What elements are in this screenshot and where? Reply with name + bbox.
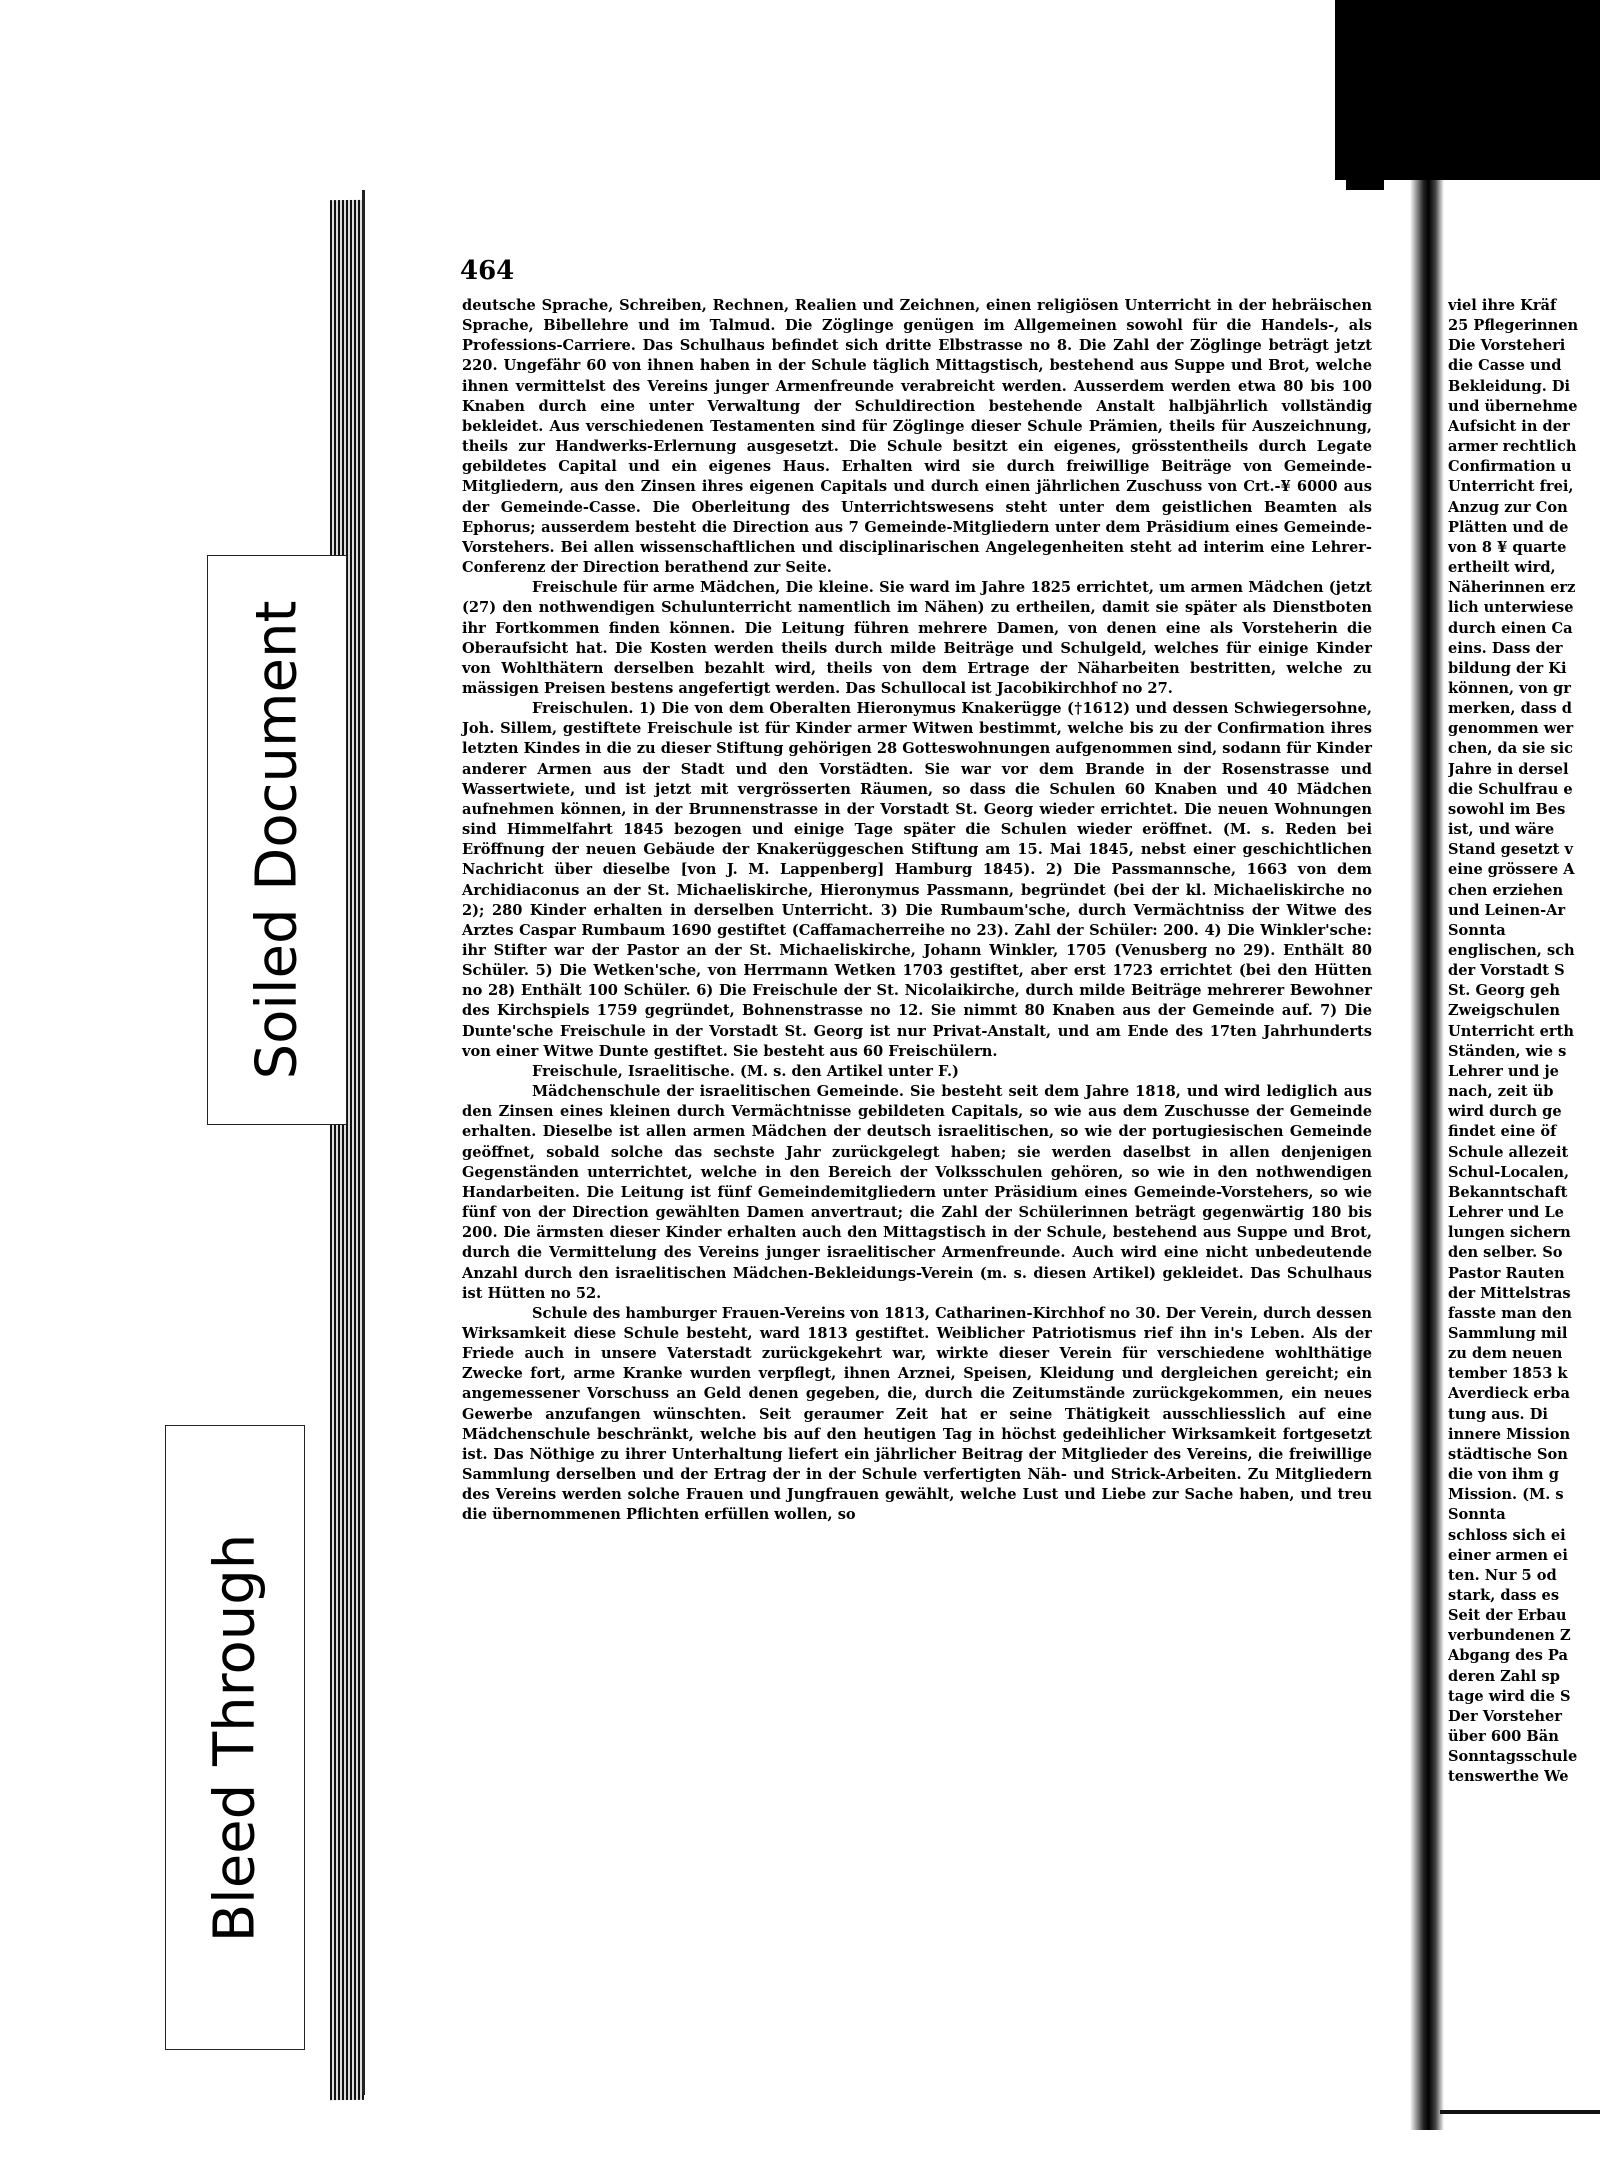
right-column-line: Abgang des Pa <box>1448 1647 1568 1665</box>
page-number: 464 <box>460 256 515 286</box>
soiled-document-label-text: Soiled Document <box>244 600 310 1080</box>
right-column-line: zu dem neuen <box>1448 1345 1563 1363</box>
right-column-line: viel ihre Kräf <box>1448 297 1557 314</box>
right-column-line: Confirmation u <box>1448 458 1572 476</box>
right-column-line: englischen, sch <box>1448 942 1575 959</box>
bleed-through-label-text: Bleed Through <box>202 1533 268 1942</box>
right-column-line: nach, zeit üb <box>1448 1083 1554 1101</box>
right-column-line: tenswerthe We <box>1448 1768 1569 1786</box>
right-column-line: ist, und wäre <box>1448 821 1555 839</box>
right-column-line: die Schulfrau e <box>1448 780 1573 798</box>
right-column-line: tage wird die S <box>1448 1687 1571 1705</box>
right-column-line: von 8 ¥ quarte <box>1448 538 1567 556</box>
right-page-edge <box>1440 2110 1600 2114</box>
paragraph-frauen-verein: Schule des hamburger Frauen-Vereins von 1813, Catharinen-Kirchhof no 30. Der Verein, durch dessen Wirksamkeit diese Schule besteht, ward 1813 gestiftet. Weiblicher Patriotismus rief ihn in's Leben. Als der Friede auch in unsere Vaterstadt zurückgekehrt war, wirkte dieser Verein für verschiedene wohlthätige Zwecke fort, arme Kranke wurden verpflegt, ihnen Arznei, Speisen, Kleidung und dergleichen gereicht; ein angemessener Vorschuss an Geld denen gegeben, die, durch die Zeitumstände zurückgekommen, ein neues Gewerbe anzufangen wünschten. Seit geraumer Zeit hat er seine Thätigkeit ausschliesslich auf eine Mädchenschule beschränkt, welche bis auf den heutigen Tag in höchst gedeihlicher Wirksamkeit fortgesetzt ist. Das Nöthige zu ihrer Unterhaltung liefert ein jährlicher Beitrag der Mitglieder des Vereins, die freiwillige Sammlung derselben und der Ertrag der in der Schule verfertigten Näh- und Strick-Arbeiten. Zu Mitgliedern des Vereins werden solche Frauen und Jungfrauen gewählt, welche Lust und Liebe zur Sache haben, und treu die übernommenen Pflichten erfüllen wollen, so <box>462 1304 1372 1524</box>
right-column-line: können, von gr <box>1448 679 1571 697</box>
right-column-line: Unterricht frei, <box>1448 478 1574 496</box>
right-column-line: Jahre in dersel <box>1448 760 1569 778</box>
right-column-line: Mission. (M. s <box>1448 1486 1564 1504</box>
right-column-line: Bekleidung. Di <box>1448 377 1571 395</box>
right-column-line: chen, da sie sic <box>1448 740 1574 758</box>
right-column-line: und Leinen-Ar <box>1448 901 1566 919</box>
right-column-line: städtische Son <box>1448 1445 1568 1463</box>
main-text-column <box>462 296 1372 1526</box>
right-column-line: Sonntagsschule <box>1448 1748 1578 1766</box>
right-column-line: deren Zahl sp <box>1448 1667 1560 1685</box>
right-column-line: chen erziehen <box>1448 881 1564 899</box>
right-column-line: schloss sich ei <box>1448 1526 1566 1544</box>
paragraph-maedchenschule: Mädchenschule der israelitischen Gemeinde. Sie besteht seit dem Jahre 1818, und wird lediglich aus den Zinsen eines kleinen durch Vermächtnisse gebildeten Capitals, so wie aus dem Zuschusse der Gemeinde erhalten. Dieselbe ist allen armen Mädchen der deutsch israelitischen, so wie der portugiesischen Gemeinde geöffnet, sobald solche das sechste Jahr zurückgelegt haben; sie werden daselbst in allen denjenigen Gegenständen unterrichtet, welche in den Bereich der Volksschulen gehören, so wie in den nothwendigen Handarbeiten. Die Leitung ist fünf Gemeindemitgliedern unter Präsidium eines Gemeinde-Vorstehers, so wie fünf von der Direction gewählten Damen anvertraut; die Zahl der Schülerinnen beträgt gegenwärtig 180 bis 200. Die ärmsten dieser Kinder erhalten auch den Mittagstisch in der Schule, bestehend aus Suppe und Brot, durch die Vermittelung des Vereins junger israelitischer Armenfreunde. Auch wird eine nicht unbedeutende Anzahl durch den israelitischen Mädchen-Bekleidungs-Verein (m. s. diesen Artikel) gekleidet. Das Schulhaus ist Hütten no 52. <box>462 1083 1372 1302</box>
right-column-line: und übernehme <box>1448 397 1578 415</box>
right-column-line: stark, dass es <box>1448 1587 1560 1604</box>
right-column-line: den selber. So <box>1448 1244 1563 1262</box>
right-column-line: Plätten und de <box>1448 518 1569 536</box>
right-column-line: durch einen Ca <box>1448 619 1573 637</box>
right-column-line: Ständen, wie s <box>1448 1042 1567 1060</box>
right-column-line: innere Mission <box>1448 1425 1571 1443</box>
right-column-line: Unterricht erth <box>1448 1022 1574 1040</box>
right-column-line: Die Vorsteheri <box>1448 337 1566 355</box>
right-column-line: wird durch ge <box>1448 1103 1562 1121</box>
right-column-line: die von ihm g <box>1448 1466 1559 1484</box>
paragraph-freischulen: Freischulen. 1) Die von dem Oberalten Hieronymus Knakerügge (†1612) und dessen Schwiegersohne, Joh. Sillem, gestiftete Freischule ist für Kinder armer Witwen bestimmt, welche bis zu der Confirmation ihres letzten Kindes in die zu dieser Stiftung gehörigen 28 Gotteswohnungen aufgenommen sind, sodann für Kinder anderer Armen aus der Stadt und den Vorstädten. Sie war vor dem Brande in der Rosenstrasse und Wassertwiete, und ist jetzt mit vergrösserten Räumen, so dass die Schulen 60 Knaben und 40 Mädchen aufnehmen können, in der Brunnenstrasse in der Vorstadt St. Georg wieder errichtet. Die neuen Wohnungen sind Himmelfahrt 1845 bezogen und einige Tage später die Schulen wieder eröffnet. (M. s. Reden bei Eröffnung der neuen Gebäude der Knakerüggeschen Stiftung am 15. Mai 1845, nebst einer geschichtlichen Nachricht über dieselbe [von J. M. Lappenberg] Hamburg 1845). 2) Die Passmannsche, 1663 von dem Archidiaconus an der St. Michaeliskirche, Hieronymus Passmann, begründet (bei der kl. Michaeliskirche no 2); 280 Kinder erhalten in derselben Unterricht. 3) Die Rumbaum'sche, durch Vermächtniss der Witwe des Arztes Caspar Rumbaum 1690 gestiftet (Caffamacherreihe no 23). Zahl der Schüler: 200. 4) Die Winkler'sche: ihr Stifter war der Pastor an der St. Michaeliskirche, Johann Winkler, 1705 (Venusberg no 29). Enthält 80 Schüler. 5) Die Wetken'sche, von Herrmann Wetken 1703 gestiftet, aber erst 1723 errichtet (bei den Hütten no 28) Enthält 100 Schüler. 6) Die Freischule der St. Nicolaikirche, durch milde Beiträge mehrerer Bewohner des Kirchspiels 1759 gegründet, Bohnenstrasse no 12. Sie nimmt 80 Knaben aus der Gemeinde auf. 7) Die Dunte'sche Freischule in der Vorstadt St. Georg ist nur Privat-Anstalt, und am Ende des 17ten Jahrhunderts von einer Witwe Dunte gestiftet. Sie besteht aus 60 Freischülern. <box>462 700 1372 1060</box>
right-column-line: der Vorstadt S <box>1448 962 1565 980</box>
right-column-line: Stand gesetzt v <box>1448 841 1573 859</box>
right-column-line: Näherinnen erz <box>1448 579 1576 597</box>
right-column-line: sowohl im Bes <box>1448 800 1566 818</box>
right-column-line: Lehrer und je <box>1448 1062 1559 1080</box>
paragraph-freischule-israelitische: Freischule, Israelitische. (M. s. den Artikel unter F.) <box>532 1062 959 1080</box>
right-page-text-column <box>1448 296 1600 1788</box>
right-column-line: Sonnta <box>1448 1506 1506 1524</box>
right-column-line: Lehrer und Le <box>1448 1204 1564 1222</box>
right-column-line: armer rechtlich <box>1448 438 1577 456</box>
right-column-line: St. Georg geh <box>1448 982 1560 1000</box>
right-column-line: tung aus. Di <box>1448 1405 1548 1423</box>
paragraph-continuation: deutsche Sprache, Schreiben, Rechnen, Realien und Zeichnen, einen religiösen Unterricht in der hebräischen Sprache, Bibellehre und im Talmud. Die Zöglinge genügen im Allgemeinen sowohl für die Handels-, als Professions-Carriere. Das Schulhaus befindet sich dritte Elbstrasse no 8. Die Zahl der Zöglinge beträgt jetzt 220. Ungefähr 60 von ihnen haben in der Schule täglich Mittagstisch, bestehend aus Suppe und Brot, welche ihnen vermittelst des Vereins junger Armenfreunde verabreicht werden. Ausserdem werden etwa 80 bis 100 Knaben durch eine unter Verwaltung der Schuldirection bestehende Anstalt halbjährlich vollständig bekleidet. Aus verschiedenen Testamenten sind für Zöglinge dieser Schule Prämien, theils für Auszeichnung, theils zur Handwerks-Erlernung ausgesetzt. Die Schule besitzt ein eigenes, grösstentheils durch Legate gebildetes Capital und ein eigenes Haus. Erhalten wird sie durch freiwillige Beiträge von Gemeinde-Mitgliedern, aus den Zinsen ihres eigenen Capitals und durch einen jährlichen Zuschuss von Crt.-¥ 6000 aus der Gemeinde-Casse. Die Oberleitung des Unterrichtswesens steht unter dem geistlichen Beamten als Ephorus; ausserdem besteht die Direction aus 7 Gemeinde-Mitgliedern unter dem Präsidium eines Gemeinde-Vorstehers. Bei allen wissenschaftlichen und disciplinarischen Angelegenheiten steht ad interim eine Lehrer-Conferenz der Direction berathend zur Seite. <box>462 297 1372 577</box>
right-column-line: bildung der Ki <box>1448 659 1567 677</box>
right-column-line: über 600 Bän <box>1448 1728 1559 1746</box>
right-column-line: Averdieck erba <box>1448 1385 1570 1403</box>
right-column-line: merken, dass d <box>1448 700 1572 718</box>
right-column-line: einer armen ei <box>1448 1546 1568 1564</box>
right-column-line: fasste man den <box>1448 1304 1572 1322</box>
right-column-line: lungen sichern <box>1448 1224 1571 1242</box>
right-column-line: Anzug zur Con <box>1448 498 1568 516</box>
paragraph-freischule-maedchen: Freischule für arme Mädchen, Die kleine. Sie ward im Jahre 1825 errichtet, um armen Mädchen (jetzt (27) den nothwendigen Schulunterricht namentlich im Nähen) zu ertheilen, damit sie später als Dienstboten ihr Fortkommen finden können. Die Leitung führen mehrere Damen, von denen eine als Vorsteherin die Oberaufsicht hat. Die Kosten werden theils durch milde Beiträge und Schulgeld, welches für einige Kinder von Wohlthätern derselben bezahlt wird, theils von dem Ertrage der Näharbeiten bestritten, welche zu mässigen Preisen bestens angefertigt werden. Das Schullocal ist Jacobikirchhof no 27. <box>462 579 1372 697</box>
right-column-line: genommen wer <box>1448 720 1574 738</box>
right-column-line: tember 1853 k <box>1448 1365 1568 1383</box>
right-column-line: der Mittelstras <box>1448 1284 1571 1302</box>
right-column-line: Seit der Erbau <box>1448 1607 1567 1625</box>
right-column-line: Schule allezeit <box>1448 1143 1569 1161</box>
right-column-line: Sonnta <box>1448 921 1506 939</box>
soiled-document-label <box>207 555 347 1125</box>
right-column-line: lich unterwiese <box>1448 599 1574 617</box>
right-column-line: Zweigschulen <box>1448 1002 1561 1020</box>
right-column-line: Pastor Rauten <box>1448 1264 1565 1282</box>
right-column-line: eins. Dass der <box>1448 639 1563 657</box>
book-page-edges <box>330 200 364 2100</box>
book-gutter <box>1410 180 1444 2130</box>
right-column-line: Sammlung mil <box>1448 1324 1568 1342</box>
right-column-line: verbundenen Z <box>1448 1627 1571 1645</box>
right-column-line: Schul-Localen, <box>1448 1163 1570 1181</box>
right-column-line: Der Vorsteher <box>1448 1707 1562 1725</box>
right-column-line: 25 Pflegerinnen <box>1448 317 1579 335</box>
right-column-line: die Casse und <box>1448 357 1562 375</box>
right-column-line: ten. Nur 5 od <box>1448 1566 1557 1584</box>
right-column-line: Bekanntschaft <box>1448 1183 1568 1201</box>
right-column-line: eine grössere A <box>1448 861 1575 879</box>
bleed-through-label <box>165 1425 305 2050</box>
right-column-line: findet eine öf <box>1448 1123 1557 1141</box>
right-column-line: Aufsicht in der <box>1448 417 1570 435</box>
right-column-line: ertheilt wird, <box>1448 559 1556 577</box>
